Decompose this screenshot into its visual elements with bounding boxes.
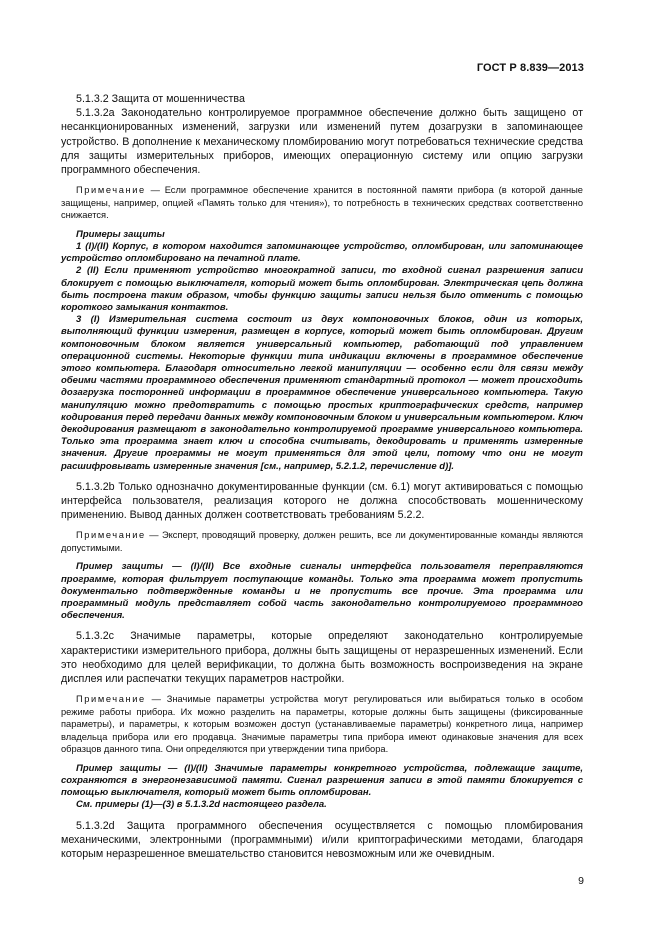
examples-reference: См. примеры (1)—(3) в 5.1.3.2d настоящего раздела.: [76, 799, 327, 811]
note-2: [61, 529, 583, 554]
note-1: [61, 184, 583, 222]
document-body: [61, 92, 583, 861]
paragraph-5-1-3-2a: 5.1.3.2a Законодательно контролируемое программное обеспечение должно быть защищено от несанкционированных изменений, загрузки или изменений путем дозагрузки в запоминающее устройство. В дополнение к механическому пломбированию могут потребоваться технические средства для защиты измерительных приборов, имеющих операционную систему или опцию загрузки программного обеспечения.: [61, 107, 583, 177]
note-dash: —: [149, 530, 159, 541]
note-3: [61, 693, 583, 756]
note-text: Значимые параметры устройства могут регулироваться или выбираться только в особом режиме работы прибора. Их можно разделить на параметры, которые должны быть защищены (фиксированные параметры), и параметры, к которым возможен доступ (устанавливаемые параметры) конкретного лица, например владельца прибора или его продавца. Значимые параметры типа прибора имеют одинаковые значения для всех образцов данного типа. Они определяются при утверждении типа прибора.: [61, 694, 583, 755]
paragraph-5-1-3-2d: 5.1.3.2d Защита программного обеспечения осуществляется с помощью пломбирования механическими, электронными (программными) и/или криптографическими методами, благодаря которым неразрешенное вмешательство становится невозможным или же очевидным.: [61, 819, 583, 860]
page-number: 9: [578, 875, 584, 887]
note-text: Если программное обеспечение хранится в постоянной памяти прибора (в которой данные защищены, например, опцией «Память только для чтения»), то потребность в технических средствах соответственно снижается.: [61, 185, 583, 221]
example-protection-interface: Пример защиты — (I)/(II) Все входные сигналы интерфейса пользователя переправляются программе, которая фильтрует поступающие команды. Только эта программа может пропустить документально подтвержденные команды и не пропустить все прочие. Эта программа или программный модуль представляет собой часть законодательно контролируемого программного обеспечения.: [61, 561, 583, 622]
example-1: 1 (I)/(II) Корпус, в котором находится запоминающее устройство, опломбирован, или запоминающее устройство опломбировано на печатной плате.: [61, 240, 583, 265]
example-protection-parameters: Пример защиты — (I)/(II) Значимые параметры конкретного устройства, подлежащие защите, сохраняются в энергонезависимой памяти. Сигнал разрешения записи в этой памяти блокируется с помощью выключателя, который может быть опломбирован.: [61, 762, 583, 799]
example-3: 3 (I) Измерительная система состоит из двух компоновочных блоков, один из которых, выполняющий функции измерения, размещен в корпусе, который может быть опломбирован. Другим компоновочным блоком является универсальный компьютер, работающий под управлением операционной системы. Некоторые функции типа индикации включены в программное обеспечение этого компьютера. Благодаря относительно легкой манипуляции — особенно если для связи между обеими частями программного обеспечения применяют стандартный протокол — может происходить дозагрузка посторонней информации в программное обеспечение универсального компьютера. Такую манипуляцию можно предотвратить с помощью простых криптографических средств, например кодирования перед передачи данных между компоновочным блоком и универсальным компьютером. Ключ декодирования размещают в законодательно контролируемой программе универсального компьютера. Только эта программа знает ключ и способна считывать, декодировать и применять измеренные значения. Другие программы не могут применяться для этой цели, потому что они не могут расшифровывать измеренные значения [см., например, 5.2.1.2, перечисление d)].: [61, 314, 583, 472]
note-dash: —: [151, 694, 161, 705]
example-2: 2 (II) Если применяют устройство многократной записи, то входной сигнал разрешения записи блокирует с помощью выключателя, который может быть опломбирован. Электрическая цепь должна быть построена таким образом, чтобы функцию защиты записи нельзя было отменить с помощью короткого замыкания контактов.: [61, 265, 583, 313]
note-text: Эксперт, проводящий проверку, должен решить, все ли документированные команды являются допустимыми.: [61, 530, 583, 553]
document-header: ГОСТ Р 8.839—2013: [476, 62, 584, 74]
note-label: Примечание: [76, 694, 146, 705]
paragraph-5-1-3-2c: 5.1.3.2c Значимые параметры, которые определяют законодательно контролируемые характеристики измерительного прибора, должны быть защищены от неразрешенных изменений. Если это необходимо для целей верификации, то должна быть возможность воспроизведения на экране дисплея или распечатки текущих параметров настройки.: [61, 630, 583, 686]
section-title: 5.1.3.2 Защита от мошенничества: [76, 93, 245, 105]
note-label: Примечание: [76, 530, 146, 541]
examples-heading: Примеры защиты: [76, 228, 165, 240]
note-label: Примечание: [76, 185, 146, 196]
paragraph-5-1-3-2b: 5.1.3.2b Только однозначно документированные функции (см. 6.1) могут активироваться с помощью интерфейса пользователя, реализация которого не должна способствовать мошенническому применению. Вывод данных должен соответствовать требованиям 5.2.2.: [61, 480, 583, 522]
note-dash: —: [150, 185, 160, 196]
